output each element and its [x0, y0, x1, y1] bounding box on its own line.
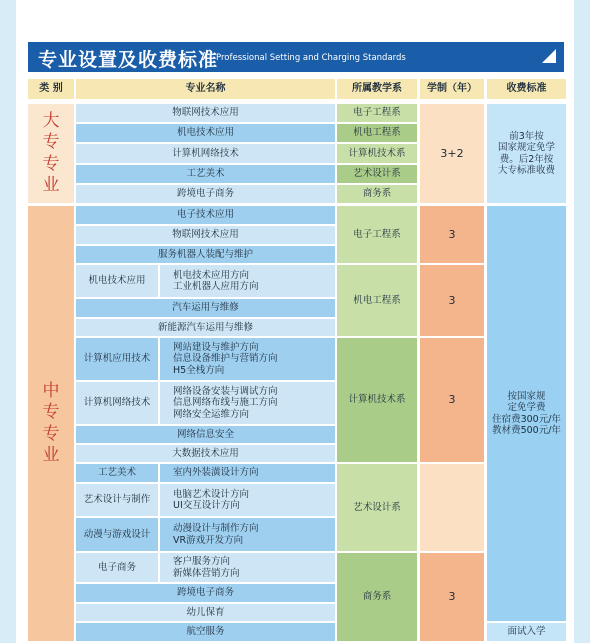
zz-major-comp-app: 计算机应用技术 [76, 338, 158, 380]
dz-major-4: 工艺美术 [76, 165, 335, 183]
zz-major-netsec: 网络信息安全 [76, 426, 335, 443]
category-zhongzhuan: 中 专 专 业 [28, 206, 74, 641]
zz-comp-app-directions: 网站建设与维护方向 信息设备维护与营销方向 H5全栈方向 [160, 338, 335, 380]
dz-major-1: 物联网技术应用 [76, 104, 335, 122]
zz-major-bigdata: 大数据技术应用 [76, 445, 335, 462]
zz-major-animation: 动漫与游戏设计 [76, 518, 158, 551]
zz-years-1: 3 [420, 206, 484, 263]
zz-dept-computer: 计算机技术系 [337, 338, 417, 462]
zz-ecommerce-directions: 客户服务方向 新媒体营销方向 [160, 553, 335, 582]
zz-major-auto: 汽车运用与维修 [76, 299, 335, 317]
zz-years-5: 3 [420, 553, 484, 641]
corner-triangle-icon [542, 49, 556, 63]
dz-major-2: 机电技术应用 [76, 124, 335, 142]
zz-comp-net-directions: 网络设备安装与调试方向 信息网络布线与施工方向 网络安全运维方向 [160, 382, 335, 424]
zz-years-3: 3 [420, 338, 484, 462]
dz-dept-3: 计算机技术系 [337, 144, 417, 163]
page-subtitle: Professional Setting and Charging Standards [216, 53, 406, 63]
zz-mechatronics-directions: 机电技术应用方向 工业机器人应用方向 [160, 265, 335, 297]
zz-craft-art-direction: 室内外装潢设计方向 [160, 464, 335, 482]
zz-major-nev: 新能源汽车运用与维修 [76, 319, 335, 336]
title-banner [28, 42, 564, 72]
dz-years: 3+2 [420, 104, 484, 203]
zz-major-mechatronics: 机电技术应用 [76, 265, 158, 297]
zz-major-childcare: 幼儿保育 [76, 604, 335, 621]
dz-dept-2: 机电工程系 [337, 124, 417, 142]
dz-dept-4: 艺术设计系 [337, 165, 417, 183]
zz-dept-electronics: 电子工程系 [337, 206, 417, 263]
zz-major-electronics: 电子技术应用 [76, 206, 335, 224]
zz-major-robot: 服务机器人装配与维护 [76, 246, 335, 263]
category-dazhuan: 大 专 专 业 [28, 104, 74, 203]
header-fee: 收费标准 [487, 79, 566, 99]
zz-major-cross-border: 跨境电子商务 [76, 584, 335, 602]
header-category: 类 别 [28, 79, 74, 99]
header-years: 学制（年） [420, 79, 484, 99]
dz-major-3: 计算机网络技术 [76, 144, 335, 163]
dz-dept-1: 电子工程系 [337, 104, 417, 122]
zz-animation-directions: 动漫设计与制作方向 VR游戏开发方向 [160, 518, 335, 551]
zz-major-ecommerce: 电子商务 [76, 553, 158, 582]
dz-major-5: 跨境电子商务 [76, 185, 335, 203]
zz-years-4 [420, 464, 484, 551]
zz-major-comp-net: 计算机网络技术 [76, 382, 158, 424]
zz-dept-art: 艺术设计系 [337, 464, 417, 551]
zz-major-art-design: 艺术设计与制作 [76, 484, 158, 516]
zz-major-craft-art: 工艺美术 [76, 464, 158, 482]
zz-major-iot: 物联网技术应用 [76, 226, 335, 244]
header-department: 所属教学系 [337, 79, 417, 99]
page-title: 专业设置及收费标准 [38, 49, 219, 71]
zz-fee: 按国家规 定免学费 住宿费300元/年 教材费500元/年 [487, 206, 566, 621]
dz-dept-5: 商务系 [337, 185, 417, 203]
header-major: 专业名称 [76, 79, 335, 99]
zz-dept-mechatronics: 机电工程系 [337, 265, 417, 336]
zz-major-aviation: 航空服务 [76, 623, 335, 641]
zz-dept-business: 商务系 [337, 553, 417, 641]
zz-aviation-fee: 面试入学 [487, 623, 566, 641]
zz-years-2: 3 [420, 265, 484, 336]
dz-fee: 前3年按 国家规定免学 费。后2年按 大专标准收费 [487, 104, 566, 203]
zz-art-design-directions: 电脑艺术设计方向 UI交互设计方向 [160, 484, 335, 516]
